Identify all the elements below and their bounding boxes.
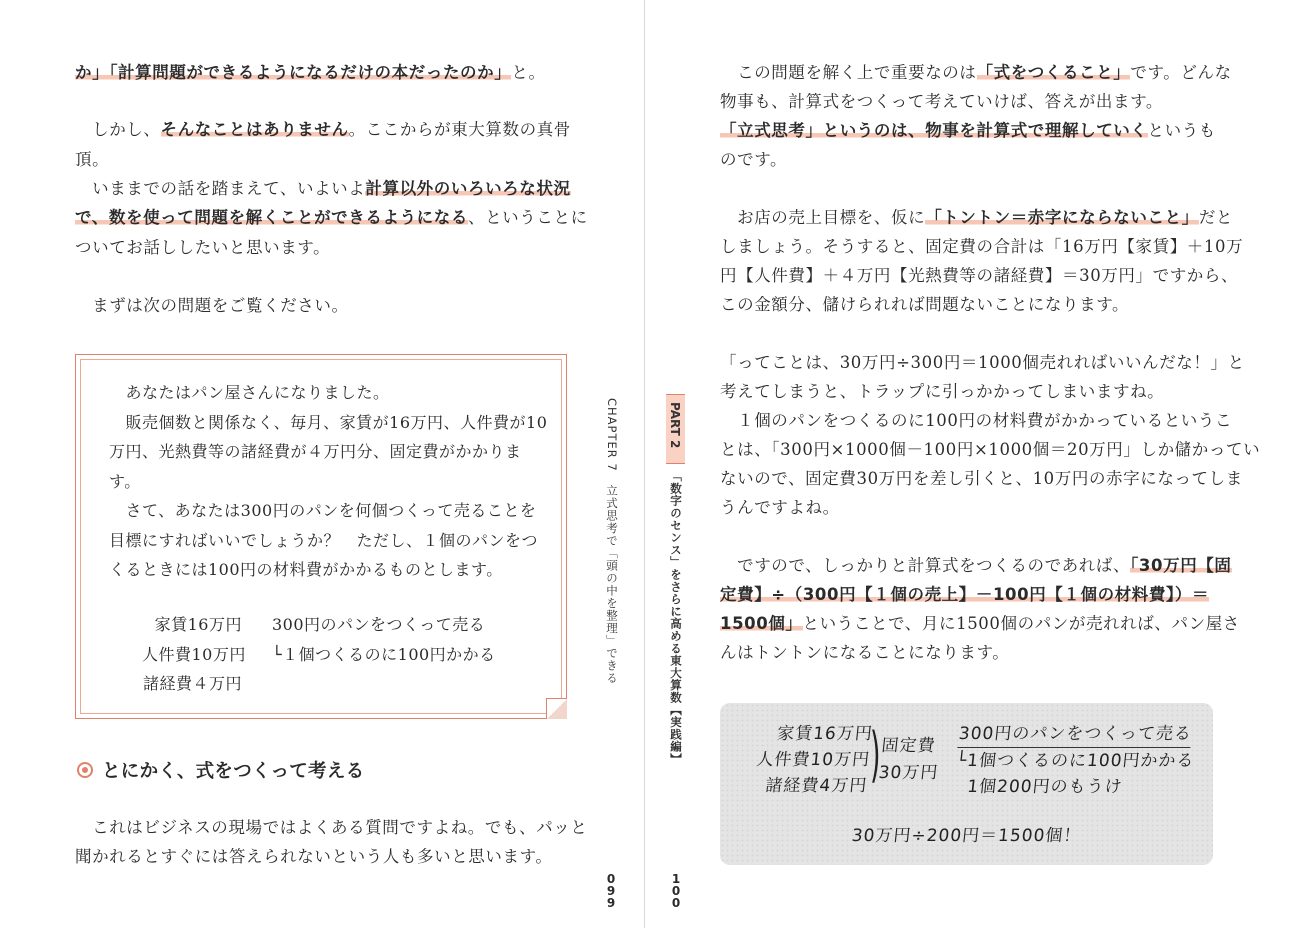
highlighted-text: そんなことはありません — [160, 120, 349, 139]
memo-cost-item: 人件費10万円 — [755, 750, 872, 770]
body-line — [720, 377, 1164, 406]
cost-item: 人件費10万円 — [142, 644, 246, 664]
body-text: 頂。 — [75, 150, 110, 169]
memo-profit-line: 1個200円のもうけ — [966, 777, 1124, 797]
memo-brace: ) — [870, 720, 881, 790]
body-line — [720, 609, 1240, 638]
highlighted-text: 「トントン＝赤字にならないこと」 — [925, 208, 1199, 227]
highlighted-text: 1500個」 — [720, 614, 803, 633]
problem-line: 目標にすればいいでしょうか？ ただし、１個のパンをつ — [109, 530, 539, 550]
body-line — [720, 58, 1232, 87]
memo-fixed-label: 固定費 — [880, 736, 937, 756]
memo-cost-list — [746, 721, 874, 799]
memo-cost-item: 家賃16万円 — [776, 724, 874, 744]
cost-item: 家賃16万円 — [154, 615, 242, 634]
body-text: ですので、しっかりと計算式をつくるのであれば、 — [720, 556, 1131, 575]
body-line — [720, 493, 840, 522]
material-line: └１個つくるのに100円かかる — [272, 644, 496, 664]
highlighted-text: で、数を使って問題を解くことができるようになる — [75, 208, 468, 227]
body-line — [75, 58, 546, 87]
problem-line: 販売個数と関係なく、毎月、家賃が16万円、人件費が10 — [109, 412, 548, 432]
memo-result: 30万円÷200円＝1500個！ — [850, 826, 1083, 846]
body-line — [75, 174, 571, 203]
body-text: 円【人件費】＋４万円【光熱費等の諸経費】＝30万円」ですから、 — [720, 266, 1239, 285]
body-text: んはトントンになることになります。 — [720, 643, 1010, 662]
body-text: と。 — [511, 63, 546, 82]
body-line — [720, 406, 1232, 435]
body-text: とは、「300円×1000個－100円×1000個＝20万円」しか儲かってい — [720, 440, 1261, 459]
body-line — [720, 87, 1163, 116]
chapter-running-head: CHAPTER 7 立式思考で「頭の中を整理」できる — [605, 398, 619, 685]
body-text: だと — [1198, 208, 1234, 227]
memo-material-line: └1個つくるのに100円かかる — [954, 751, 1196, 771]
highlighted-text: 「30万円【固 — [1130, 556, 1232, 575]
body-text: ついてお話ししたいと思います。 — [75, 238, 331, 257]
body-text: 。ここからが東大算数の真骨 — [348, 120, 571, 139]
body-text: しかし、 — [75, 120, 161, 139]
body-line — [75, 233, 330, 262]
body-line — [720, 464, 1243, 493]
body-text: 物事も、計算式をつくって考えていけば、答えが出ます。 — [720, 92, 1163, 111]
page-number-100: 1 0 0 — [671, 872, 681, 910]
body-text: 考えてしまうと、トラップに引っかかってしまいますね。 — [720, 382, 1165, 401]
part-running-head: 「数字のセンス」をさらに高める東大算数【実践編】 — [669, 470, 683, 766]
body-line: 聞かれるとすぐには答えられないという人も多いと思います。 — [75, 847, 553, 866]
body-text: この金額分、儲けられれば問題ないことになります。 — [720, 295, 1130, 314]
body-text: いままでの話を踏まえて、いよいよ — [75, 179, 366, 198]
body-text: というも — [1147, 121, 1216, 140]
highlighted-text: 定費】÷（300円【１個の売上】－100円【１個の材料費】）＝ — [720, 585, 1210, 604]
body-line — [720, 551, 1232, 580]
highlighted-text: か」「計算問題ができるようになるだけの本だったのか」 — [75, 63, 512, 82]
body-text: この問題を解く上で重要なのは — [720, 63, 977, 82]
body-text: ないので、固定費30万円を差し引くと、10万円の赤字になってしま — [720, 469, 1243, 488]
body-line — [720, 116, 1216, 145]
cost-item: 諸経費４万円 — [142, 674, 242, 693]
handwritten-memo — [720, 703, 1213, 865]
body-line — [75, 115, 571, 144]
body-line — [75, 145, 109, 174]
problem-line: す。 — [109, 471, 141, 491]
page-number-099: 0 9 9 — [606, 872, 616, 910]
highlighted-text: 「式をつくること」 — [976, 63, 1131, 82]
body-text: です。どんな — [1130, 63, 1232, 82]
body-text: お店の売上目標を、仮に — [720, 208, 926, 227]
bullet-circle-icon — [77, 762, 93, 778]
page-fold-corner — [546, 698, 567, 719]
problem-line: 万円、光熱費等の諸経費が４万円分、固定費がかかりま — [109, 442, 522, 461]
body-line — [720, 638, 1009, 667]
highlighted-text: 「立式思考」というのは、物事を計算式で理解していく — [720, 121, 1148, 140]
section-heading: とにかく、式をつくって考える — [102, 761, 365, 782]
body-line — [720, 580, 1209, 609]
body-line — [720, 290, 1129, 319]
part-label: PART 2 — [668, 402, 682, 449]
body-text: 「ってことは、30万円÷300円＝1000個売れればいいんだな！」と — [720, 353, 1245, 372]
body-line — [720, 145, 787, 174]
body-line — [720, 435, 1260, 464]
memo-cost-item: 諸経費4万円 — [764, 776, 869, 796]
problem-line: くるときには100円の材料費がかかるものとします。 — [109, 560, 503, 579]
body-line — [75, 291, 349, 320]
body-line — [75, 203, 588, 232]
memo-fixed-total: 30万円 — [877, 763, 940, 783]
body-text: のです。 — [720, 150, 788, 169]
body-line: これはビジネスの現場ではよくある質問ですよね。でも、パッと — [75, 818, 588, 837]
body-text: １個のパンをつくるのに100円の材料費がかかっているというこ — [720, 411, 1233, 430]
body-line — [720, 261, 1238, 290]
problem-line: さて、あなたは300円のパンを何個つくって売ることを — [109, 501, 537, 520]
body-text: ということで、月に1500個のパンが売れれば、パン屋さ — [802, 614, 1240, 633]
cost-list — [142, 610, 246, 699]
problem-box — [75, 354, 567, 719]
part-tab — [666, 394, 685, 464]
body-line — [720, 348, 1245, 377]
product-line: 300円のパンをつくって売る — [272, 615, 486, 634]
body-text: うんですよね。 — [720, 498, 840, 517]
body-text: 、ということに — [467, 208, 588, 227]
body-text: まずは次の問題をご覧ください。 — [75, 296, 349, 315]
body-text: しましょう。そうすると、固定費の合計は「16万円【家賃】＋10万 — [720, 237, 1244, 256]
body-line — [720, 232, 1243, 261]
problem-line: あなたはパン屋さんになりました。 — [109, 383, 390, 402]
body-line — [720, 203, 1233, 232]
memo-product-line: 300円のパンをつくって売る — [957, 721, 1193, 748]
highlighted-text: 計算以外のいろいろな状況 — [365, 179, 571, 198]
